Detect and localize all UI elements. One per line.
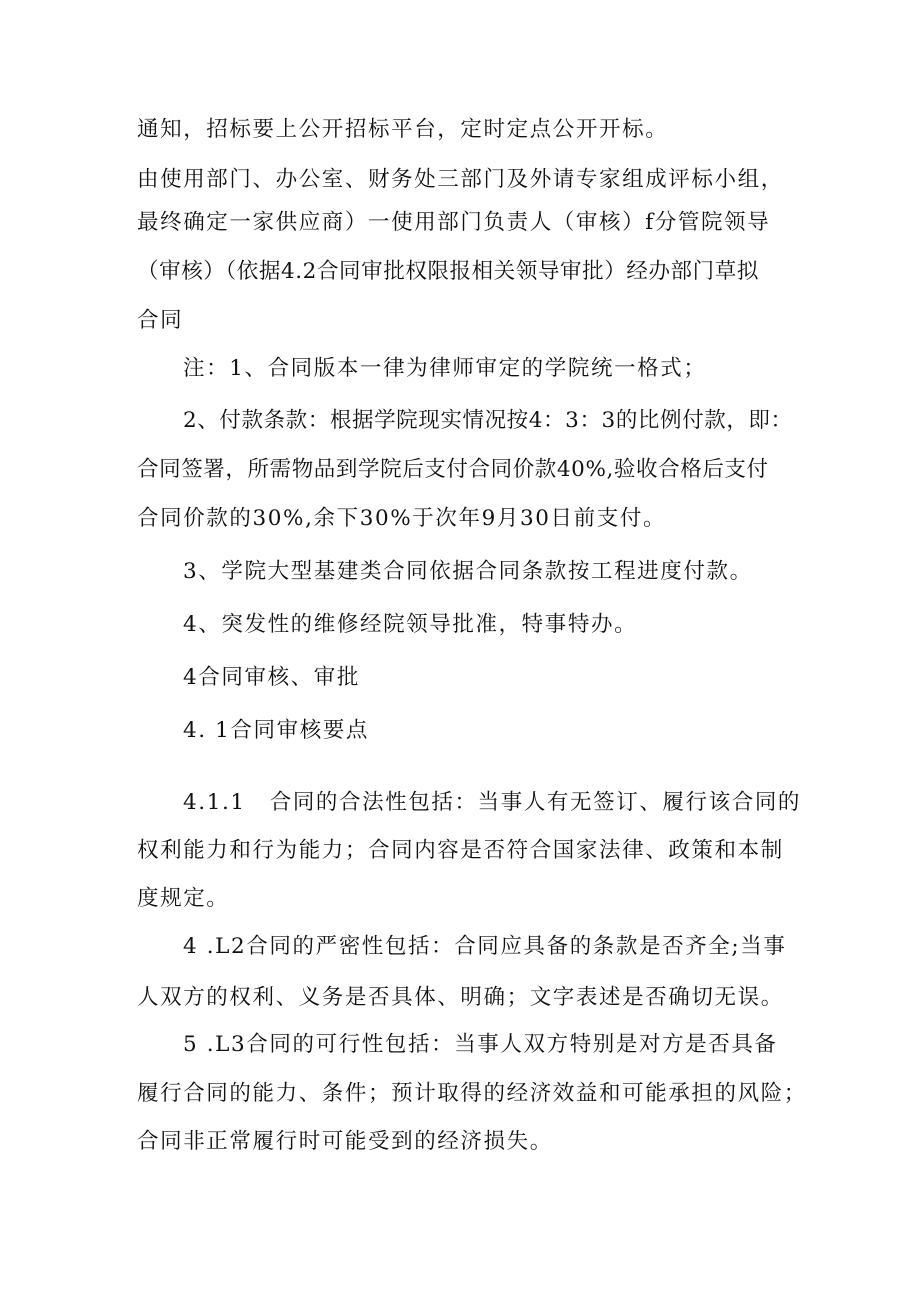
clause-line: 履行合同的能力、条件；预计取得的经济效益和可能承担的风险； — [137, 1081, 807, 1106]
note-line: 4、突发性的维修经院领导批准，特事特办。 — [183, 612, 638, 637]
paragraph-line: （审核）（依据4.2合同审批权限报相关领导审批）经办部门草拟 — [137, 259, 759, 284]
paragraph-line: 合同 — [137, 308, 184, 333]
clause-line: 4 .L2合同的严密性包括：合同应具备的条款是否齐全;当事 — [183, 934, 787, 959]
subsection-heading: 4. 1合同审核要点 — [183, 718, 370, 743]
note-line: 合同签署，所需物品到学院后支付合同价款40%,验收合格后支付 — [137, 457, 769, 482]
clause-line: 人双方的权利、义务是否具体、明确；文字表述是否确切无误。 — [137, 985, 784, 1010]
paragraph-line: 由使用部门、办公室、财务处三部门及外请专家组成评标小组， — [137, 167, 784, 192]
note-line: 注：1、合同版本一律为律师审定的学院统一格式； — [183, 356, 707, 381]
clause-line: 度规定。 — [137, 886, 230, 911]
paragraph-line: 通知，招标要上公开招标平台，定时定点公开开标。 — [137, 117, 669, 142]
clause-line: 5 .L3合同的可行性包括：当事人双方特别是对方是否具备 — [183, 1032, 778, 1057]
clause-text: 合同的合法性包括：当事人有无签订、履行该合同的 — [269, 790, 802, 815]
clause-line: 权利能力和行为能力；合同内容是否符合国家法律、政策和本制 — [137, 838, 784, 863]
clause-number: 4.1.1 — [183, 790, 246, 815]
note-line: 2、付款条款：根据学院现实情况按4：3：3的比例付款，即： — [183, 408, 793, 433]
note-line: 3、学院大型基建类合同依据合同条款按工程进度付款。 — [183, 559, 753, 584]
paragraph-line: 最终确定一家供应商）一使用部门负责人（审核）f分管院领导 — [137, 210, 771, 235]
section-heading: 4合同审核、审批 — [183, 665, 360, 690]
clause-line — [183, 788, 843, 818]
clause-line: 合同非正常履行时可能受到的经济损失。 — [137, 1129, 553, 1154]
note-line: 合同价款的30%,余下30%于次年9月30日前支付。 — [137, 506, 667, 531]
